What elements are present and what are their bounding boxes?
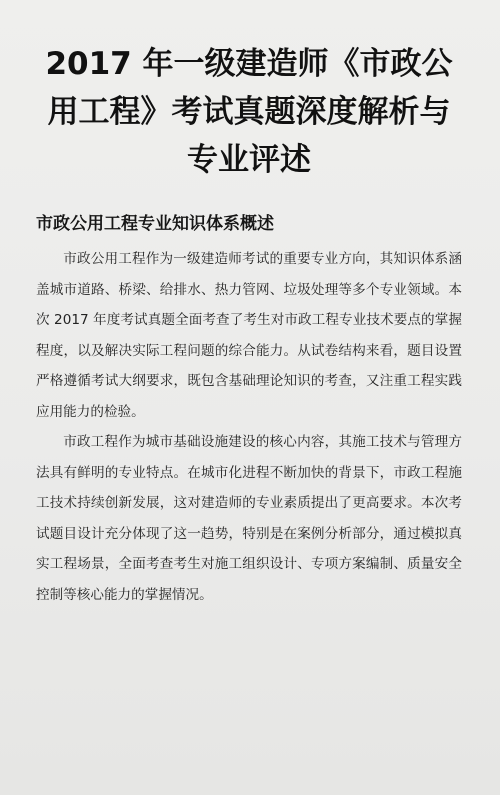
paragraph-2: 市政工程作为城市基础设施建设的核心内容，其施工技术与管理方法具有鲜明的专业特点。在城市化进程不断加快的背景下，市政工程施工技术持续创新发展，这对建造师的专业素质提出了更高要求。本次考试题目设计充分体现了这一趋势，特别是在案例分析部分，通过模拟真实工程场景，全面考查考生对施工组织设计、专项方案编制、质量安全控制等核心能力的掌握情况。 [36, 434, 462, 603]
paragraph-1: 市政公用工程作为一级建造师考试的重要专业方向，其知识体系涵盖城市道路、桥梁、给排水、热力管网、垃圾处理等多个专业领域。本次 2017 年度考试真题全面考查了考生对市政工程专业技术要点的掌握程度，以及解决实际工程问题的综合能力。从试卷结构来看，题目设置严格遵循考试大纲要求，既包含基础理论知识的考查，又注重工程实践应用能力的检验。 [36, 251, 462, 420]
document-title: 2017 年一级建造师《市政公用工程》考试真题深度解析与专业评述 [45, 46, 453, 178]
section-body [36, 244, 462, 610]
section-heading: 市政公用工程专业知识体系概述 [36, 214, 274, 234]
